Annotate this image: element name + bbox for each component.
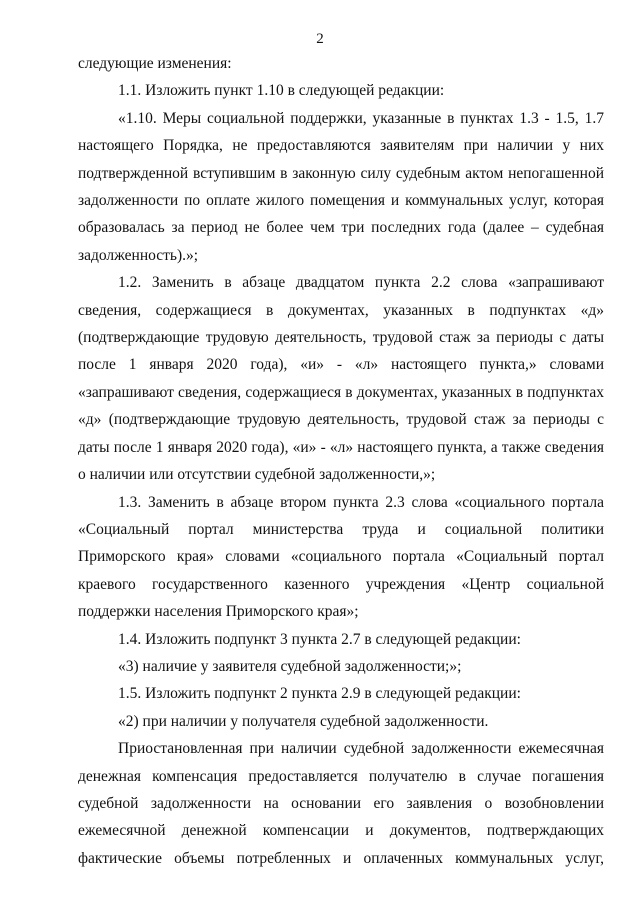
paragraph-item-1-3: 1.3. Заменить в абзаце втором пункта 2.3 слова «социального портала «Социальный портал министерства труда и социальной политики Приморского края» словами «социального портала «Социальный портал краевого государственного казенного учреждения «Центр социальной поддержки населения Приморского края»; <box>78 493 604 621</box>
paragraph-quote-1-10: «1.10. Меры социальной поддержки, указанные в пунктах 1.3 - 1.5, 1.7 настоящего Порядка, не предоставляются заявителям при наличии у них подтвержденной вступившим в законную силу судебным актом непогашенной задолженности по оплате жилого помещения и коммунальных услуг, которая образовалась за период не более чем три последних года (далее – судебная задолженность).»; <box>78 109 604 264</box>
paragraph-suspended-compensation: Приостановленная при наличии судебной задолженности ежемесячная денежная компенсация предоставляется получателю в случае погашения судебной задолженности на основании его заявления о возобновлении ежемесячной денежной компенсации и документов, подтверждающих фактические объемы потребленных и оплаченных коммунальных услуг, <box>78 740 604 867</box>
paragraph-item-1-2: 1.2. Заменить в абзаце двадцатом пункта 2.2 слова «запрашивают сведения, содержащиеся в документах, указанных в подпунктах «д» (подтверждающие трудовую деятельность, трудовой стаж за периоды с даты после 1 января 2020 года), «и» - «л» настоящего пункта,» словами «запрашивают сведения, содержащиеся в документах, указанных в подпунктах «д» (подтверждающие трудовую деятельность, трудовой стаж за периоды с даты после 1 января 2020 года), «и» - «л» настоящего пункта, а также сведения о наличии или отсутствии судебной задолженности,»; <box>78 274 604 484</box>
paragraph-item-1-5: 1.5. Изложить подпункт 2 пункта 2.9 в следующей редакции: <box>118 685 521 703</box>
page-number: 2 <box>316 31 324 47</box>
paragraph-item-1-1: 1.1. Изложить пункт 1.10 в следующей редакции: <box>118 82 445 100</box>
paragraph-item-1-4: 1.4. Изложить подпункт 3 пункта 2.7 в следующей редакции: <box>118 630 521 648</box>
document-body <box>78 50 604 872</box>
paragraph-quote-2: «2) при наличии у получателя судебной задолженности. <box>118 712 489 730</box>
paragraph-quote-3: «3) наличие у заявителя судебной задолженности;»; <box>118 657 462 675</box>
paragraph-intro: следующие изменения: <box>78 55 232 72</box>
